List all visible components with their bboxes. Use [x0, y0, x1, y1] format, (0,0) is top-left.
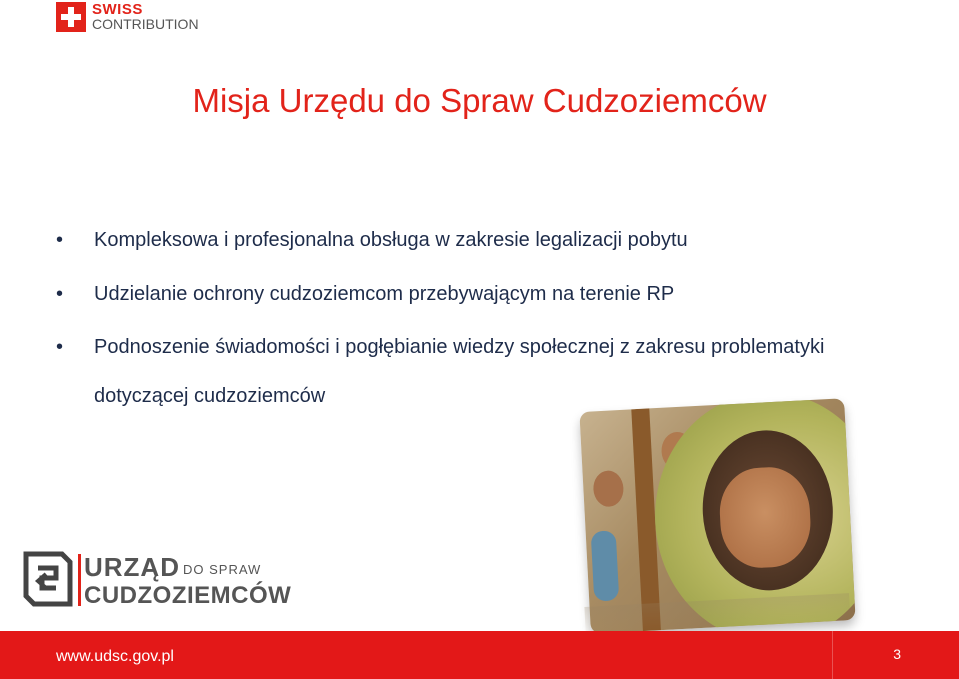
page-number: 3	[893, 646, 901, 662]
udsc-logo-line1b: DO SPRAW	[183, 562, 262, 577]
footer-url-link[interactable]: www.udsc.gov.pl	[56, 648, 174, 665]
bullet-item: • Kompleksowa i profesjonalna obsługa w zakresie legalizacji pobytu	[56, 225, 856, 255]
swiss-logo-line1: SWISS	[92, 1, 143, 18]
swiss-logo-line2: CONTRIBUTION	[92, 16, 199, 32]
bullet-item: • Podnoszenie świadomości i pogłębianie wiedzy społecznej z zakresu problematyki dotyczącej cudzoziemców	[56, 323, 856, 421]
bullet-item: • Udzielanie ochrony cudzoziemcom przebywającym na terenie RP	[56, 279, 856, 309]
slide-title: Misja Urzędu do Spraw Cudzoziemców	[192, 82, 767, 119]
bullet-list	[56, 225, 856, 421]
udsc-logo	[18, 548, 292, 614]
udsc-logo-line1: URZĄD	[84, 552, 180, 582]
footer-bar	[0, 631, 959, 679]
swiss-flag-icon	[56, 2, 86, 32]
udsc-logo-line2: CUDZOZIEMCÓW	[84, 582, 292, 609]
udsc-emblem-icon	[18, 548, 76, 610]
swiss-contribution-logo	[56, 0, 199, 34]
